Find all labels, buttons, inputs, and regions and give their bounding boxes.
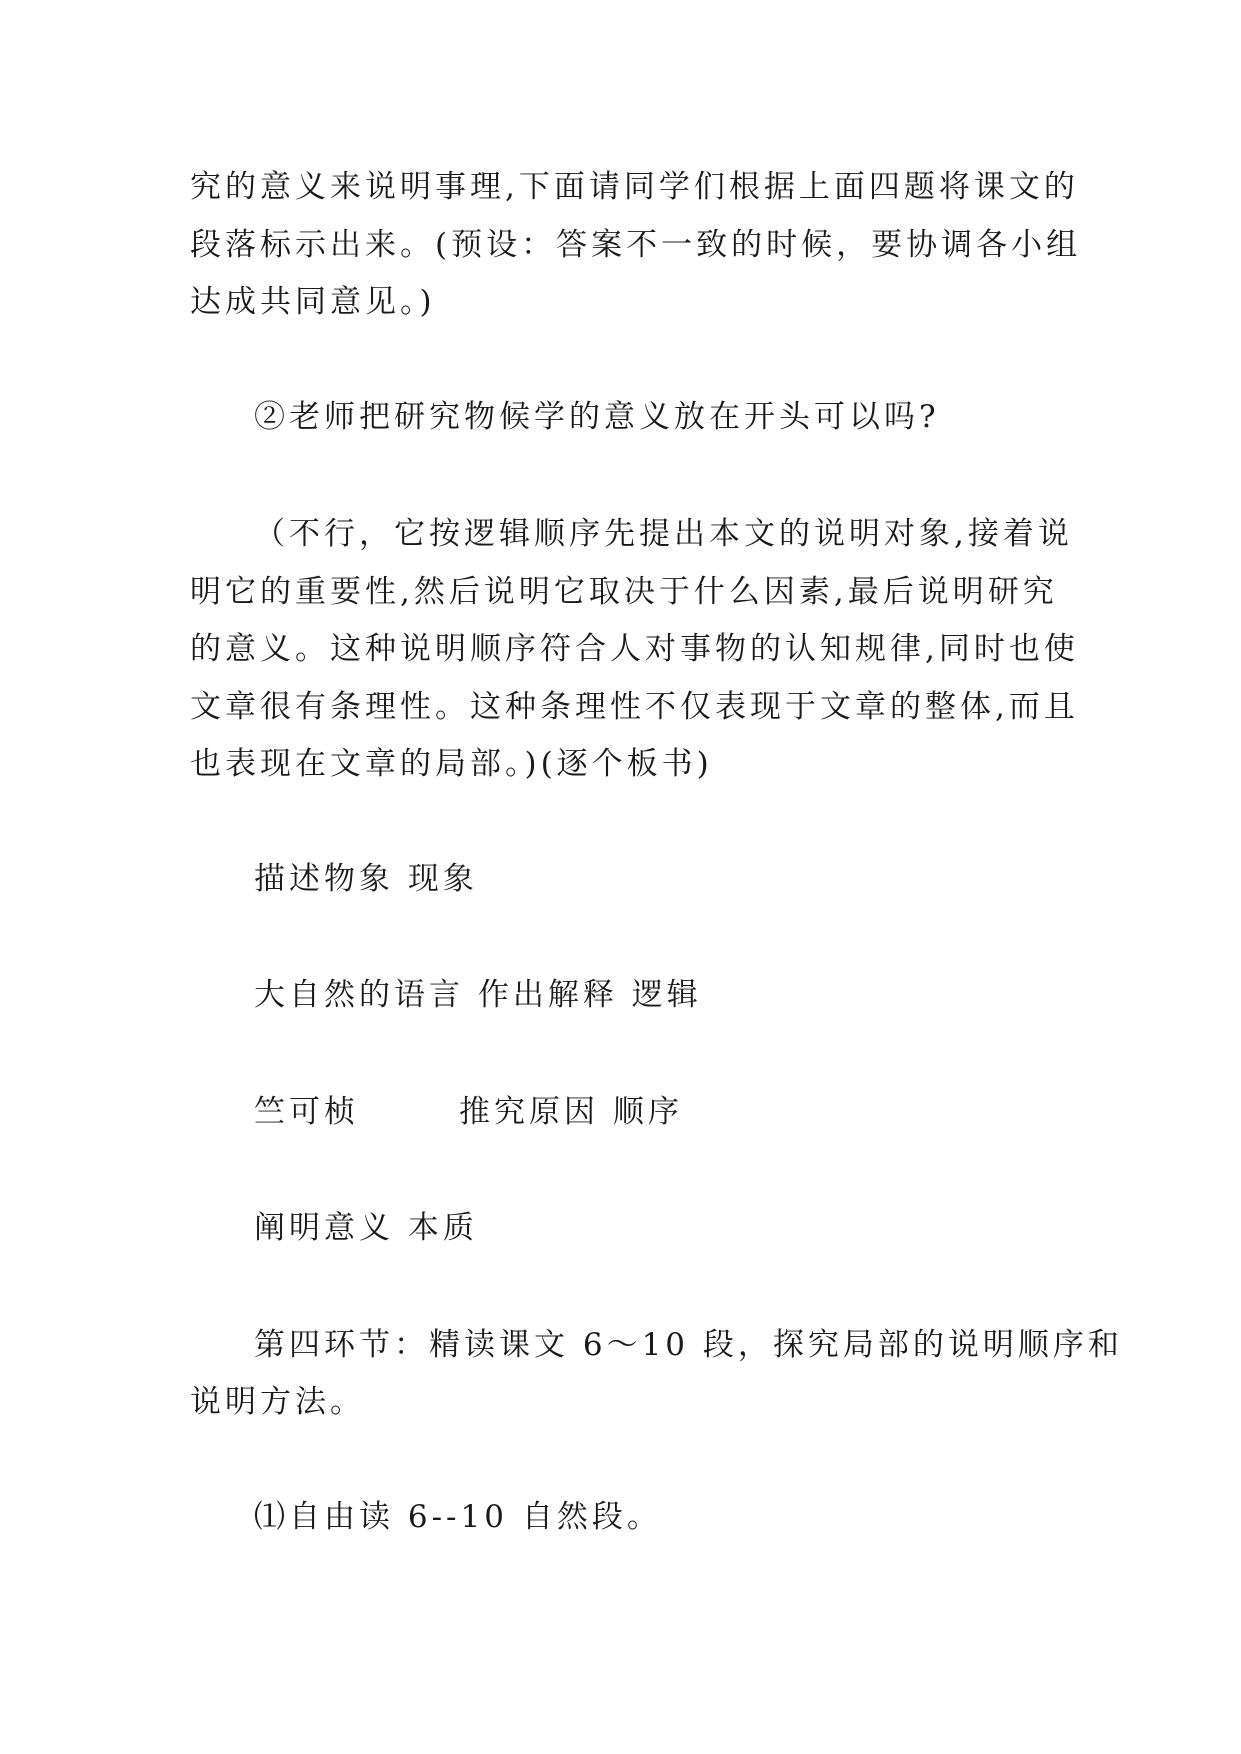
paragraph-3-line-4: 文章很有条理性。这种条理性不仅表现于文章的整体,而且 <box>190 689 1079 725</box>
paragraph-3-line-3: 的意义。这种说明顺序符合人对事物的认知规律,同时也使 <box>190 631 1079 667</box>
paragraph-3-line-2: 明它的重要性,然后说明它取决于什么因素,最后说明研究 <box>190 574 1058 610</box>
board-row-3 <box>254 1092 1134 1132</box>
paragraph-3-line-5: 也表现在文章的局部。)(逐个板书) <box>190 746 713 782</box>
paragraph-1-line-3: 达成共同意见。) <box>190 284 436 320</box>
paragraph-1-line-2: 段落标示出来。(预设：答案不一致的时候，要协调各小组 <box>190 227 1082 263</box>
board-row-4: 阐明意义 本质 <box>254 1210 478 1246</box>
paragraph-3-line-1: （不行，它按逻辑顺序先提出本文的说明对象,接着说 <box>254 516 1073 552</box>
board-row-3-right: 推究原因 顺序 <box>459 1094 683 1130</box>
board-row-1: 描述物象 现象 <box>254 861 478 897</box>
paragraph-5-line-1: ⑴自由读 6--10 自然段。 <box>254 1499 662 1535</box>
question-2: ②老师把研究物候学的意义放在开头可以吗? <box>254 399 940 435</box>
paragraph-4-line-2: 说明方法。 <box>190 1384 365 1420</box>
board-row-2: 大自然的语言 作出解释 逻辑 <box>254 977 702 1013</box>
paragraph-1-line-1: 究的意义来说明事理,下面请同学们根据上面四题将课文的 <box>190 169 1079 205</box>
board-row-3-left: 竺可桢 <box>254 1094 359 1130</box>
paragraph-4-line-1: 第四环节：精读课文 6～10 段，探究局部的说明顺序和 <box>254 1327 1123 1363</box>
